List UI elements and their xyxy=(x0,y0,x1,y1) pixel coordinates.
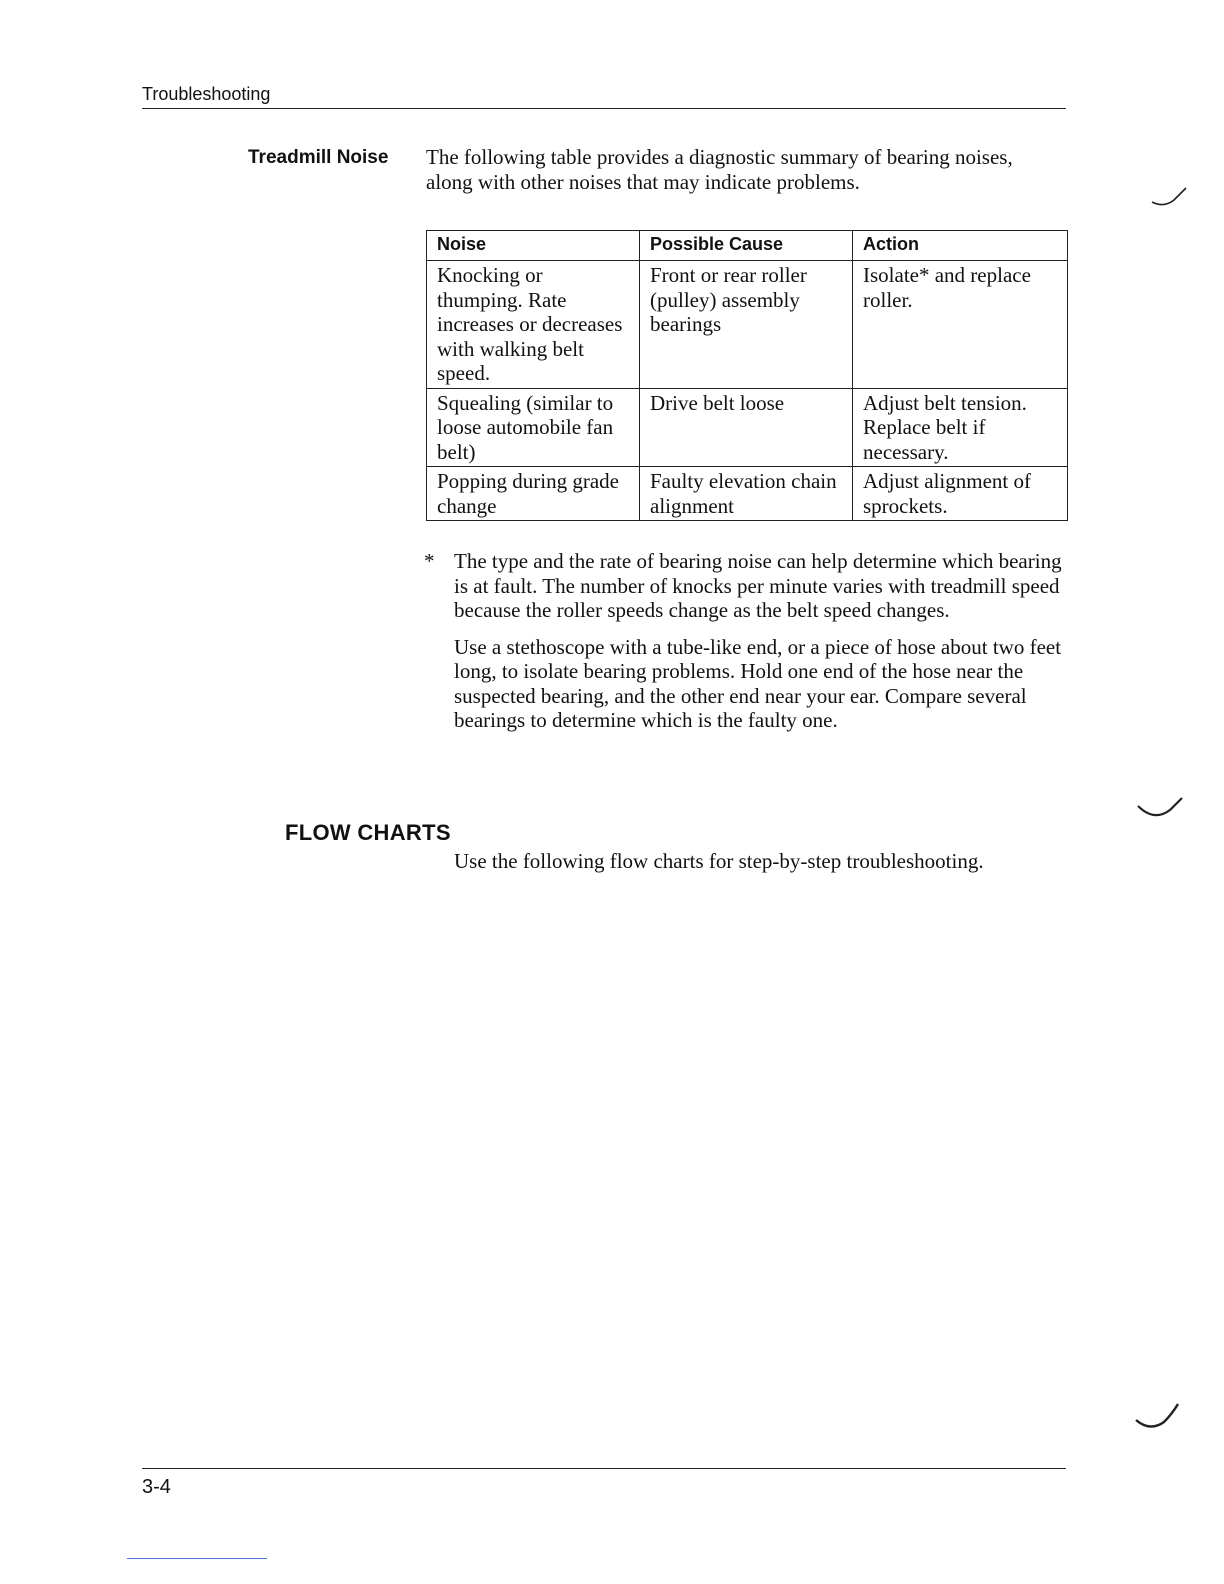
table-cell-action: Isolate* and replace roller. xyxy=(853,261,1068,389)
table-cell-cause: Faulty elevation chain alignment xyxy=(640,467,853,521)
table-cell-cause: Drive belt loose xyxy=(640,388,853,467)
footnote-paragraph: The type and the rate of bearing noise can help determine which bearing is at fault. The number of knocks per minute varies with treadmill speed because the roller speeds change as the belt speed changes. xyxy=(454,549,1062,622)
column-header-possible-cause: Possible Cause xyxy=(640,231,853,261)
selection-underline xyxy=(127,1558,267,1559)
noise-diagnostic-table xyxy=(426,230,1068,521)
intro-paragraph: The following table provides a diagnostic summary of bearing noises, along with other noises that may indicate problems. xyxy=(426,145,1013,194)
table-cell-action: Adjust belt tension. Replace belt if necessary. xyxy=(853,388,1068,467)
table-cell-action: Adjust alignment of sprockets. xyxy=(853,467,1068,521)
flow-charts-intro: Use the following flow charts for step-by-step troubleshooting. xyxy=(454,849,984,873)
flow-charts-heading: FLOW CHARTS xyxy=(285,820,451,845)
stethoscope-paragraph: Use a stethoscope with a tube-like end, or a piece of hose about two feet long, to isolate bearing problems. Hold one end of the hose near the suspected bearing, and the other end near your ear. Compare several bearings to determine which is the faulty one. xyxy=(454,634,1062,732)
footnote xyxy=(424,549,1064,733)
footer-rule xyxy=(142,1468,1066,1469)
header-rule xyxy=(142,108,1066,109)
table-row xyxy=(427,467,1068,521)
page-number: 3-4 xyxy=(142,1476,171,1498)
table-cell-cause: Front or rear roller (pulley) assembly bearings xyxy=(640,261,853,389)
margin-checkmark-icon xyxy=(1134,1400,1184,1434)
footnote-marker: * xyxy=(424,549,435,573)
running-header: Troubleshooting xyxy=(142,84,271,104)
section-label-treadmill-noise: Treadmill Noise xyxy=(248,147,389,168)
margin-checkmark-icon xyxy=(1136,794,1186,822)
table-cell-noise: Squealing (similar to loose automobile fan belt) xyxy=(427,388,640,467)
table-cell-noise: Popping during grade change xyxy=(427,467,640,521)
table-row xyxy=(427,261,1068,389)
margin-checkmark-icon xyxy=(1150,186,1190,210)
table-cell-noise: Knocking or thumping. Rate increases or decreases with walking belt speed. xyxy=(427,261,640,389)
table-header-row xyxy=(427,231,1068,261)
column-header-noise: Noise xyxy=(427,231,640,261)
table-row xyxy=(427,388,1068,467)
column-header-action: Action xyxy=(853,231,1068,261)
